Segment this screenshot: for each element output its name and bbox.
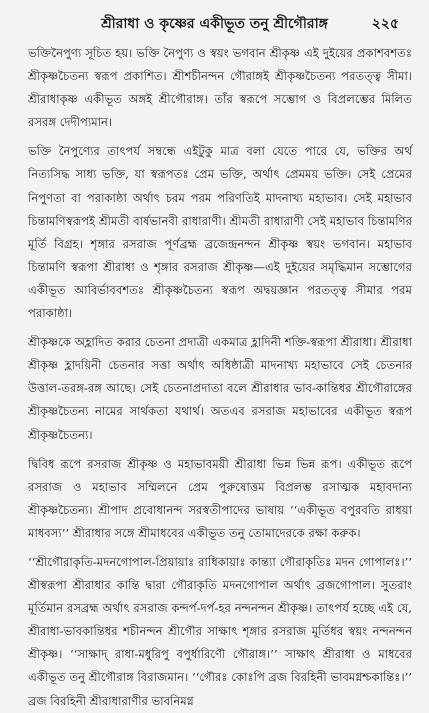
running-title: শ্রীরাধা ও কৃষ্ণের একীভূত তনু শ্রীগৌরাঙ্গ xyxy=(101,16,328,32)
paragraph-2: ভক্তি নৈপুণ্যের তাৎপর্য সম্বন্ধে এইটুকু মাত্র বলা যেতে পারে যে, ভক্তির অর্থ নিত্যসিদ্ধ সাধ্য ভক্তি, যা স্বরূপতঃ প্রেম ভক্তি, অর্থাৎ প্রেমময় ভক্তি। সেই প্রেমের নিপুণতা বা পরাকাষ্ঠা অর্থাৎ চরম পরম পরিণতিই মাদনাখ্য মহাভাব। সেই মহাভাব চিন্তামণিস্বরূপই শ্রীমতী বার্ষভানবী রাধারাণী। শ্রীমতী রাধারাণী সেই মহাভাব চিন্তামণির মূর্তি বিগ্রহ। শৃঙ্গার রসরাজ পূর্ণব্রহ্ম ব্রজেন্দ্রনন্দন শ্রীকৃষ্ণ স্বয়ং ভগবান। মহাভাব চিন্তামণি স্বরূপা শ্রীরাধা ও শৃঙ্গার রসরাজ শ্রীকৃষ্ণ—এই দুইয়ের সমৃদ্ধিমান সম্ভোগের একীভূত আবির্ভাববশতঃ শ্রীকৃষ্ণচৈতন্য স্বরূপ অদ্বয়জ্ঞান পরতত্ত্ব সীমার পরম পরাকাষ্ঠা। xyxy=(28,144,412,321)
page-number: ২২৫ xyxy=(371,16,399,32)
paragraph-4: দ্বিবিধ রূপে রসরাজ শ্রীকৃষ্ণ ও মহাভাবময়ী শ্রীরাধা ভিন্ন ভিন্ন রূপ। একীভূত রূপে রসরাজ ও মহাভাব সম্মিলনে প্রেম পুরুষোত্তম বিপ্রলম্ভ রসাত্মক মহাবদান্য শ্রীকৃষ্ণচৈতন্য। শ্রীপাদ প্রবোধানন্দ সরস্বতীপাদের ভাষায় ‘‘একীভূত বপুরবতি রাধয়া মাধবস্য’’ শ্রীরাধার সঙ্গে শ্রীমাধবের একীভূত তনু তোমাদেরকে রক্ষা করুক। xyxy=(28,456,412,540)
page-body xyxy=(28,42,412,713)
page-header xyxy=(0,10,429,38)
paragraph-1: ভক্তিনৈপুণ্য সূচিত হয়। ভক্তি নৈপুণ্য ও স্বয়ং ভগবান শ্রীকৃষ্ণ এই দুইয়ের প্রকাশবশতঃ শ্রীকৃষ্ণচৈতন্য স্বরূপ প্রকাশিত। শ্রীশচীনন্দন গৌরাঙ্গই শ্রীকৃষ্ণচৈতন্য পরতত্ত্ব সীমা। শ্রীরাধাকৃষ্ণ একীভূত অঙ্গই শ্রীগৌরাঙ্গ। তাঁর স্বরূপে সম্ভোগ ও বিপ্রলম্ভের মিলিত রসরঙ্গ দেদীপ্যমান। xyxy=(28,46,412,130)
paragraph-5: ‘‘শ্রীগৌরাকৃতি-মদনগোপাল-প্রিয়ায়াঃ রাধিকায়াঃ কান্ত্যা গৌরাকৃতিঃ মদন গোপালঃ।’’ শ্রীস্বরূপা শ্রীরাধার কান্তি দ্বারা গৌরাকৃতি মদনগোপাল অর্থাৎ ব্রজগোপাল। সুতরাং মূর্তিমান রসব্রহ্ম অর্থাৎ রসরাজ কন্দর্প-দর্প-হর নন্দনন্দন শ্রীকৃষ্ণ। তাৎপর্য হচ্ছে এই যে, শ্রীরাধা-ভাবকান্তিধর শচীনন্দন শ্রীগৌর সাক্ষাৎ শৃঙ্গার রসরাজ মূর্তিধর স্বয়ং নন্দনন্দন শ্রীকৃষ্ণ। ‘‘সাক্ষাদ্‌ রাধা-মধুরিপু বপুর্ধারিণৌ গৌরাঙ্গ।’’ সাক্ষাৎ শ্রীরাধা ও মাধবের একীভূত তনু শ্রীগৌরাঙ্গ বিরাজমান। ‘‘গৌরঃ কোঃপি ব্রজ বিরহিনী ভাবমগ্নশ্চকান্তিঃ।’’ ব্রজ বিরহিনী শ্রীরাধারাণীর ভাবনিমগ্ন xyxy=(28,554,412,708)
paragraph-3: শ্রীকৃষ্ণকে অহ্লাদিত করার চেতনা প্রদাত্রী একমাত্র হ্লাদিনী শক্তি-স্বরূপা শ্রীরাধা। শ্রীরাধা শ্রীকৃষ্ণ হ্লাদয়িনী চেতনার সত্তা অর্থাৎ অধিষ্ঠাত্রী মাদনাখ্য মহাভাবে সেই চেতনার উত্তাল-তরঙ্গ-রঙ্গ আছে। সেই চেতনাপ্রদাতা বলে শ্রীরাধার ভাব-কান্তিধর শ্রীগৌরাঙ্গের শ্রীকৃষ্ণচৈতন্য নামের সার্থকতা যথার্থ। অতএব রসরাজ মহাভাবের একীভূত স্বরূপ শ্রীকৃষ্ণচৈতন্য। xyxy=(28,335,412,442)
